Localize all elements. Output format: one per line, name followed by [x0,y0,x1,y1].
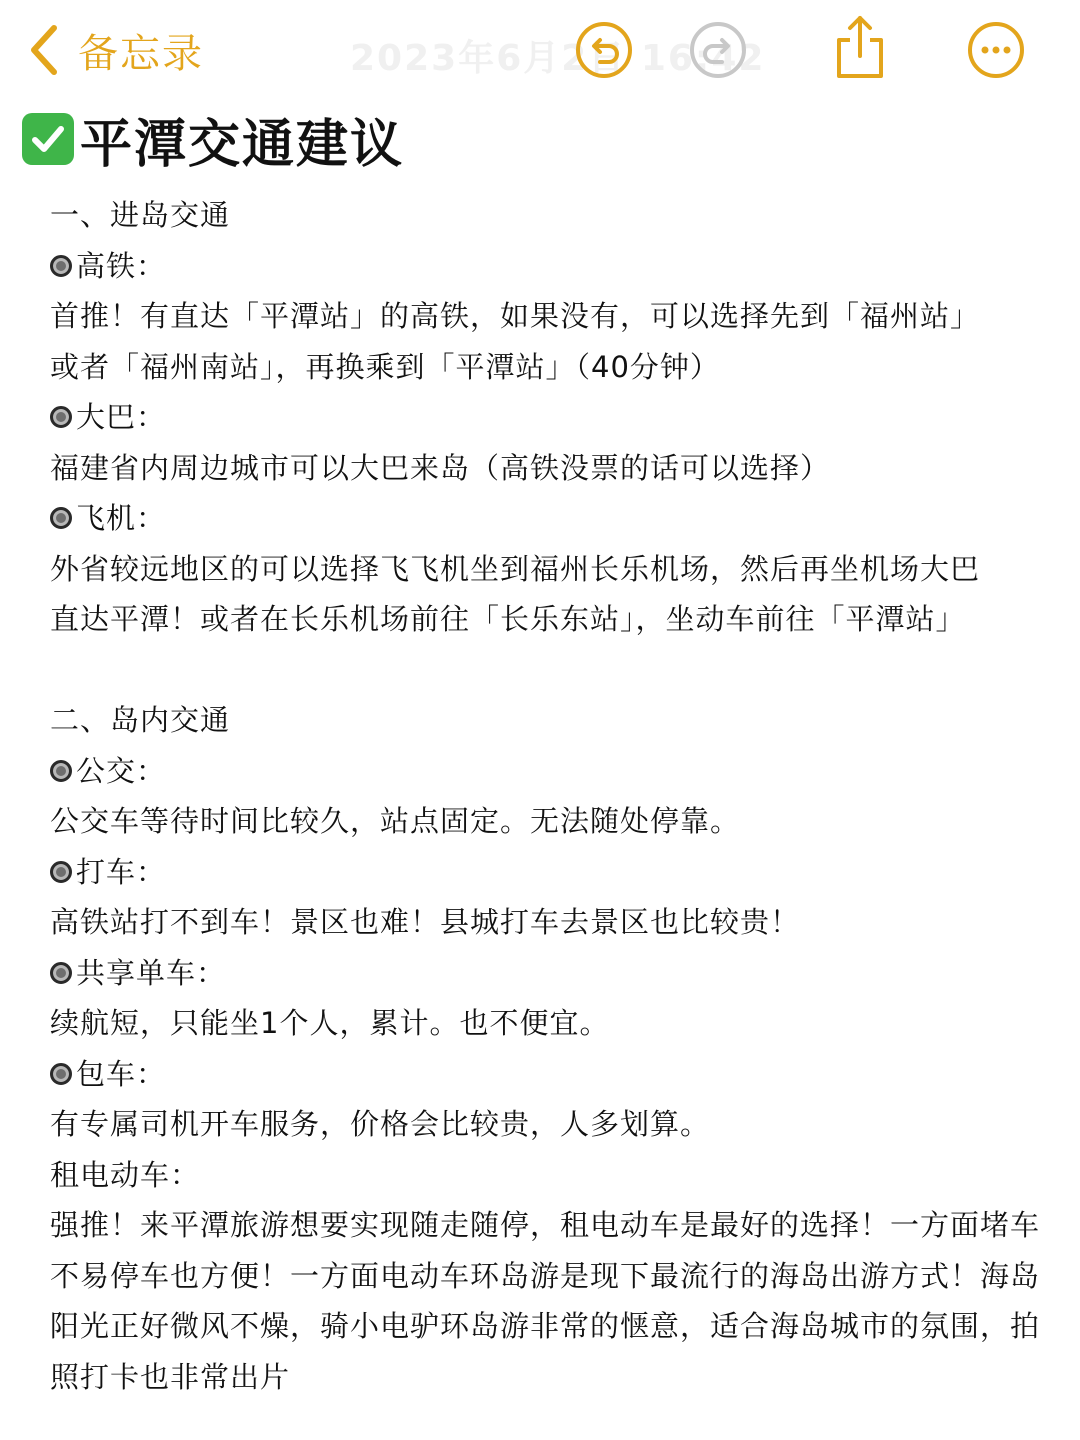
note-line-text: 高铁： [76,248,167,283]
back-button[interactable] [28,20,204,80]
note-line-text: 一、进岛交通 [50,198,231,232]
radio-button-icon [50,962,72,984]
note-line-text: 二、岛内交通 [50,703,231,737]
note-line-text: 打车： [76,854,167,889]
redo-button[interactable] [688,20,748,80]
back-label: 备忘录 [78,30,204,77]
note-line [50,998,1050,1049]
note-line-text: 租电动车： [50,1157,201,1192]
note-line-text: 大巴： [76,400,167,434]
note-line-text: 有专属司机开车服务，价格会比较贵，人多划算。 [50,1107,711,1141]
note-body[interactable] [50,190,1050,1402]
note-bullet-line [50,948,1050,999]
note-bullet-line [50,392,1050,443]
note-line [50,443,1050,494]
note-line [50,342,1050,393]
radio-button-icon [50,760,72,782]
note-title[interactable] [22,104,404,174]
note-line-text: 或者「福州南站」，再换乘到「平潭站」（40分钟） [50,349,720,384]
radio-button-icon [50,507,72,529]
note-line-text: 包车： [76,1056,167,1091]
note-title-text: 平潭交通建议 [80,114,405,175]
note-line [50,291,1050,342]
share-icon [830,14,890,80]
radio-button-icon [50,406,72,428]
note-line-text: 外省较远地区的可以选择飞飞机坐到福州长乐机场，然后再坐机场大巴 [50,551,981,586]
note-bullet-line [50,241,1050,292]
note-line [50,1301,1050,1352]
radio-button-icon [50,255,72,277]
note-line-text: 首推！有直达「平潭站」的高铁，如果没有，可以选择先到「福州站」 [50,299,981,333]
note-line-text: 高铁站打不到车！景区也难！县城打车去景区也比较贵！ [50,905,801,939]
note-line-text: 直达平潭！或者在长乐机场前往「长乐东站」，坐动车前往「平潭站」 [50,602,966,636]
note-line-text: 飞机： [76,501,167,535]
note-line [50,594,1050,645]
note-line-text: 公交车等待时间比较久，站点固定。无法随处停靠。 [50,804,741,838]
note-line [50,897,1050,948]
navigation-bar [0,0,1080,100]
note-line [50,544,1050,595]
note-line-text: 不易停车也方便！一方面电动车环岛游是现下最流行的海岛出游方式！海岛 [50,1258,1041,1293]
chevron-left-icon [28,24,60,76]
note-line-text: 续航短，只能坐1个人，累计。也不便宜。 [50,1006,610,1040]
note-line-text: 福建省内周边城市可以大巴来岛（高铁没票的话可以选择） [50,450,831,485]
note-line-text: 强推！来平潭旅游想要实现随走随停，租电动车是最好的选择！一方面堵车 [50,1208,1041,1242]
note-line [50,645,1050,696]
note-line [50,695,1050,746]
undo-icon [574,20,634,80]
note-bullet-line [50,746,1050,797]
note-line-text: 照打卡也非常出片 [50,1359,291,1394]
note-line [50,796,1050,847]
radio-button-icon [50,1063,72,1085]
radio-button-icon [50,861,72,883]
note-bullet-line [50,493,1050,544]
note-line-text: 公交： [76,753,167,788]
note-line-text: 共享单车： [76,955,227,990]
note-line [50,190,1050,241]
more-icon [966,20,1026,80]
note-line [50,1352,1050,1403]
note-date: 2023年6月2日 16:42 [350,38,766,79]
undo-button[interactable] [574,20,634,80]
note-line [50,1150,1050,1201]
redo-icon [688,20,748,80]
note-line-text: 阳光正好微风不燥，骑小电驴环岛游非常的惬意，适合海岛城市的氛围，拍 [50,1309,1041,1343]
more-button[interactable] [966,20,1026,80]
note-bullet-line [50,1049,1050,1100]
note-line [50,1099,1050,1150]
note-line [50,1251,1050,1302]
check-mark-button-icon [22,113,74,165]
share-button[interactable] [830,14,890,74]
note-line [50,1200,1050,1251]
note-bullet-line [50,847,1050,898]
